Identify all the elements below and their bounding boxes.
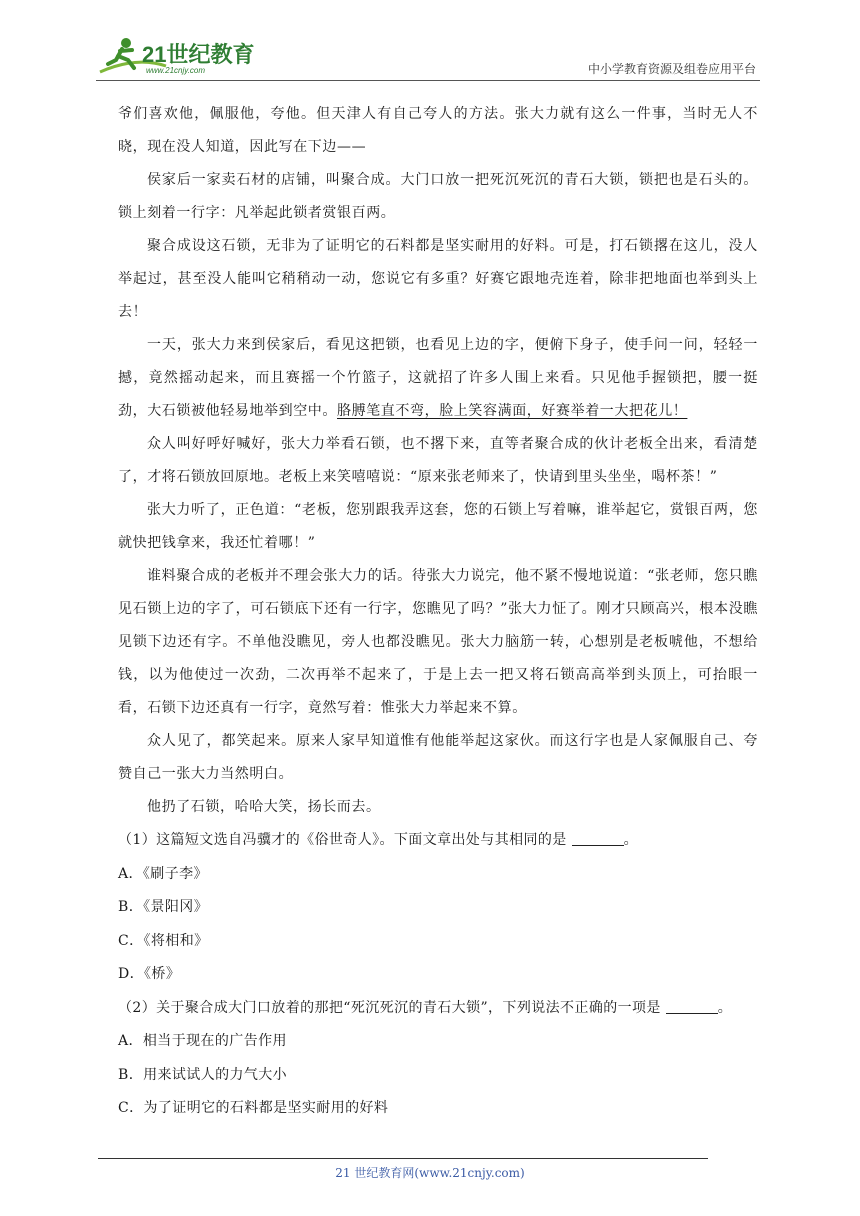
question-1-text: （1）这篇短文选自冯骥才的《俗世奇人》。下面文章出处与其相同的是 [118,832,567,848]
passage-paragraph-5: 众人叫好呼好喊好，张大力举看石锁，也不撂下来，直等者聚合成的伙计老板全出来，看清楚了，才将石锁放回原地。老板上来笑嘻嘻说：“原来张老师来了，快请到里头坐坐，喝杯茶！” [118,436,758,485]
passage-paragraph-4 [118,329,758,428]
passage-paragraph-7: 谁料聚合成的老板并不理会张大力的话。待张大力说完，他不紧不慢地说道：“张老师，您只瞧见石锁上边的字了，可石锁底下还有一行字，您瞧见了吗？”张大力怔了。刚才只顾高兴，根本没瞧见锁下边还有字。不单他没瞧见，旁人也都没瞧见。张大力脑筋一转，心想别是老板唬他，不想给钱，以为他使过一次劲，二次再举不起来了，于是上去一把又将石锁高高举到头顶上，可抬眼一看，石锁下边还真有一行字，竟然写着：惟张大力举起来不算。 [118,568,758,716]
logo-brand: 21世纪教育 [142,42,255,67]
page-header [96,32,760,80]
question-1-option-d: D．《桥》 [118,966,181,982]
passage-paragraph-8: 众人见了，都笑起来。原来人家早知道惟有他能举起这家伙。而这行字也是人家佩服自己、夸赞自己一张大力当然明白。 [118,733,758,782]
question-2-option-c: C．为了证明它的石料都是坚实耐用的好料 [118,1100,389,1116]
passage-paragraph-6: 张大力听了，正色道：“老板，您别跟我弄这套，您的石锁上写着嘛，谁举起它，赏银百两，您就快把钱拿来，我还忙着哪！” [118,502,758,551]
header-divider [96,80,760,81]
logo-url: www.21cnjy.com [146,66,205,75]
question-1-option-b: B．《景阳冈》 [118,899,209,915]
passage-paragraph-4-text: 一天，张大力来到侯家后，看见这把锁，也看见上边的字，便俯下身子，使手问一问，轻轻一撼，竟然摇动起来，而且赛摇一个竹篮子，这就招了许多人围上来看。只见他手握锁把，腰一挺劲，大石锁被他轻易地举到空中。 [118,337,758,419]
question-1-option-a: A．《刷子李》 [118,865,208,882]
document-body [118,98,758,1126]
answer-blank-2[interactable] [666,999,718,1014]
question-2-option-b: B．用来试试人的力气大小 [118,1066,288,1083]
passage-paragraph-2: 侯家后一家卖石材的店铺，叫聚合成。大门口放一把死沉死沉的青石大锁，锁把也是石头的。锁上刻着一行字：凡举起此锁者赏银百两。 [118,172,758,221]
passage-paragraph-9: 他扔了石锁，哈哈大笑，扬长而去。 [147,799,381,815]
question-2-text: （2）关于聚合成大门口放着的那把“死沉死沉的青石大锁”，下列说法不正确的一项是 [118,999,661,1016]
question-1-stem [118,824,758,858]
answer-blank-1[interactable] [572,831,624,846]
question-2-stem [118,992,758,1026]
passage-paragraph-3: 聚合成设这石锁，无非为了证明它的石料都是坚实耐用的好料。可是，打石锁撂在这儿，没人举起过，甚至没人能叫它稍稍动一动，您说它有多重？好赛它跟地壳连着，除非把地面也举到头上去！ [118,238,758,320]
logo [96,36,266,76]
underlined-sentence: 胳膊笔直不弯，脸上笑容满面，好赛举着一大把花儿！ [337,403,688,419]
footer-divider [98,1158,708,1159]
passage-paragraph-1: 爷们喜欢他，佩服他，夸他。但天津人有自己夸人的方法。张大力就有这么一件事，当时无人不晓，现在没人知道，因此写在下边—— [118,106,758,155]
question-2-end: 。 [717,999,733,1016]
platform-title: 中小学教育资源及组卷应用平台 [587,62,756,76]
runner-icon [96,36,266,76]
question-2-option-a: A．相当于现在的广告作用 [118,1033,287,1049]
footer-text[interactable]: 21 世纪教育网(www.21cnjy.com) [335,1166,525,1180]
question-1-end: 。 [623,832,638,848]
question-1-option-c: C．《将相和》 [118,932,209,949]
